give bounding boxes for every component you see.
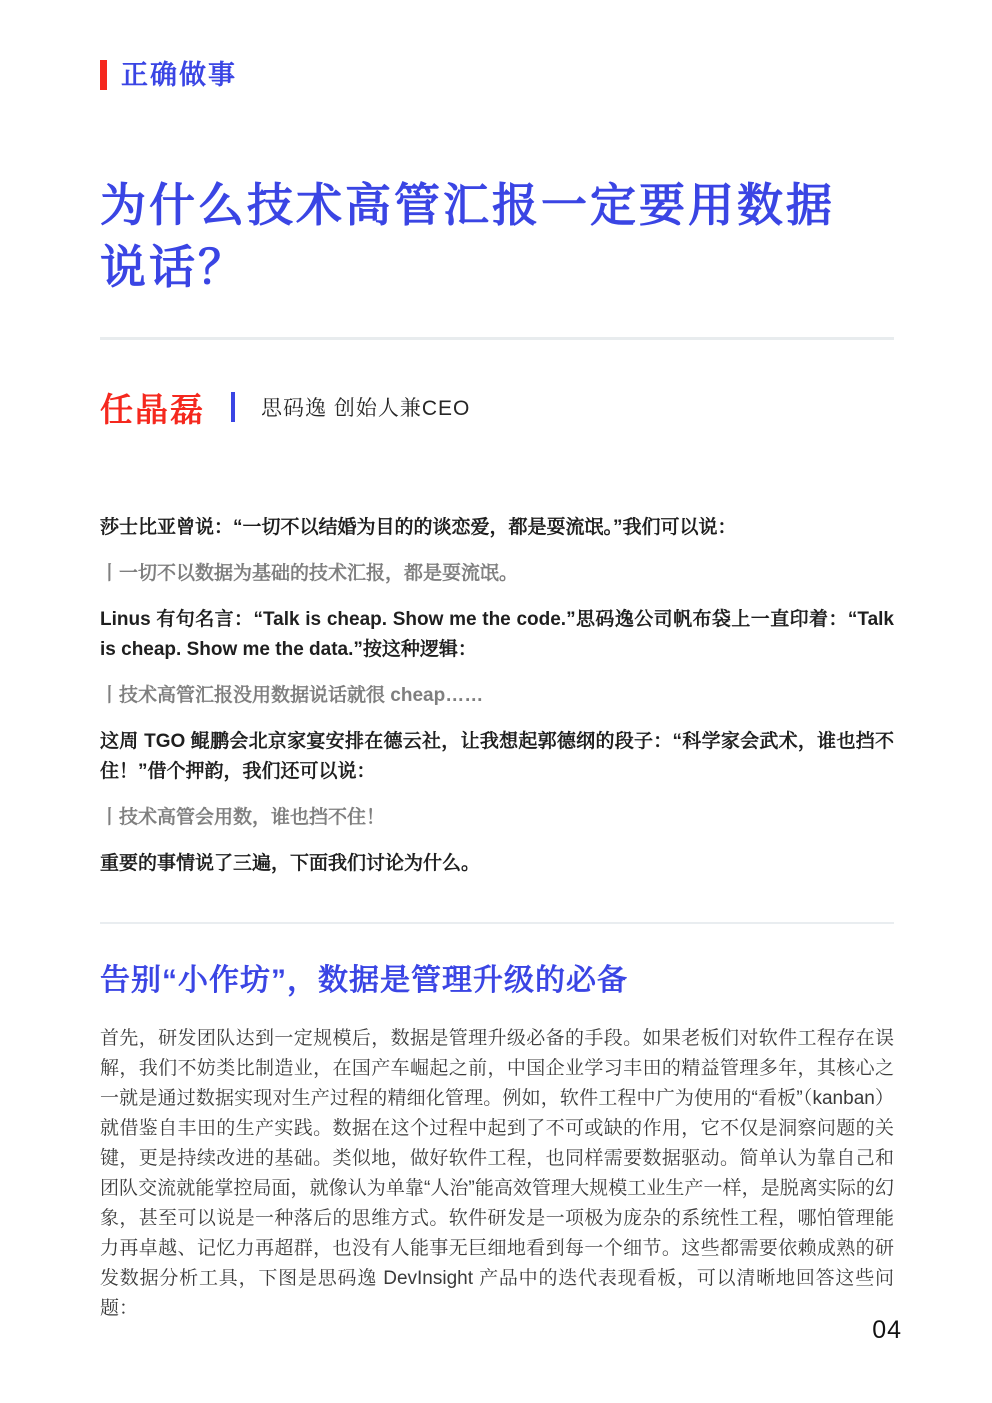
page-title: 为什么技术高管汇报一定要用数据说话？	[100, 179, 835, 293]
author-separator-bar	[231, 392, 235, 422]
intro-paragraph-4: 重要的事情说了三遍，下面我们讨论为什么。	[100, 853, 481, 874]
category-tag-bar	[100, 60, 107, 90]
section-body: 首先，研发团队达到一定规模后，数据是管理升级必备的手段。如果老板们对软件工程存在误解，我们不妨类比制造业，在国产车崛起之前，中国企业学习丰田的精益管理多年，其核心之一就是通过数据实现对生产过程的精细化管理。例如，软件工程中广为使用的“看板”（kanban）就借鉴自丰田的生产实践。数据在这个过程中起到了不可或缺的作用，它不仅是洞察问题的关键，更是持续改进的基础。类似地，做好软件工程，也同样需要数据驱动。简单认为靠自己和团队交流就能掌控局面，就像认为单靠“人治”能高效管理大规模工业生产一样，是脱离实际的幻象，甚至可以说是一种落后的思维方式。软件研发是一项极为庞杂的系统性工程，哪怕管理能力再卓越、记忆力再超群，也没有人能事无巨细地看到每一个细节。这些都需要依赖成熟的研发数据分析工具，下图是思码逸 DevInsight 产品中的迭代表现看板，可以清晰地回答这些问题：	[100, 1028, 894, 1319]
category-tag-label: 正确做事	[121, 60, 237, 90]
category-tag	[100, 58, 894, 92]
intro-quote-3: 丨技术高管会用数，谁也挡不住！	[100, 807, 386, 828]
divider	[100, 922, 894, 924]
intro-paragraph-2: Linus 有句名言：“Talk is cheap. Show me the code.”思码逸公司帆布袋上一直印着：“Talk is cheap. Show me the data.”按这种逻辑：	[100, 609, 894, 660]
author-row	[100, 387, 894, 427]
author-role: 思码逸 创始人兼CEO	[261, 397, 471, 420]
author-name: 任晶磊	[100, 390, 205, 428]
page-number: 04	[872, 1316, 902, 1344]
divider	[100, 337, 894, 340]
intro-quote-1: 丨一切不以数据为基础的技术汇报，都是耍流氓。	[100, 563, 519, 584]
intro-paragraph-1: 莎士比亚曾说：“一切不以结婚为目的的谈恋爱，都是耍流氓。”我们可以说：	[100, 517, 737, 538]
intro-section	[100, 513, 894, 879]
intro-quote-2: 丨技术高管汇报没用数据说话就很 cheap……	[100, 685, 484, 706]
intro-paragraph-3: 这周 TGO 鲲鹏会北京家宴安排在德云社，让我想起郭德纲的段子：“科学家会武术，谁也挡不住！”借个押韵，我们还可以说：	[100, 731, 894, 782]
section-heading: 告别“小作坊”，数据是管理升级的必备	[100, 964, 628, 997]
